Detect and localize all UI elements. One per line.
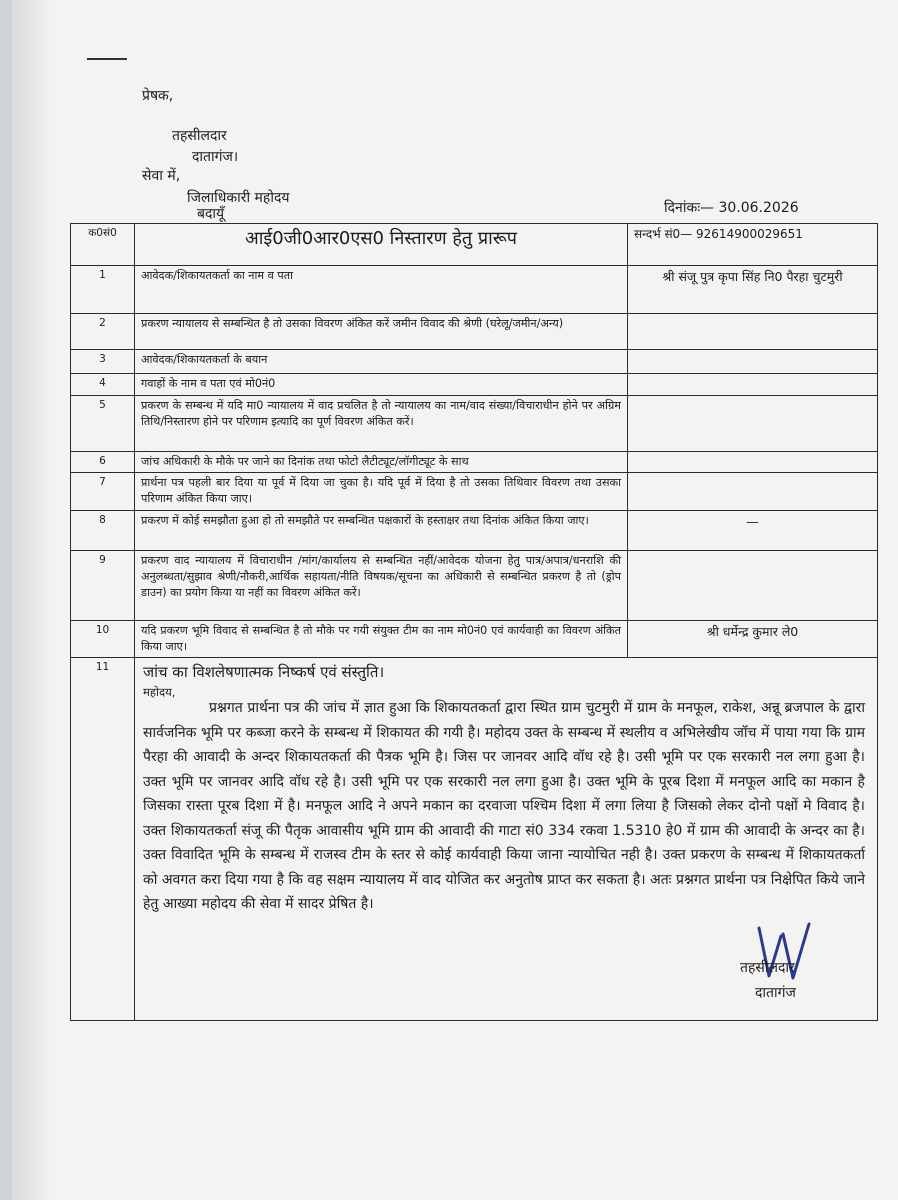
table-row	[71, 350, 878, 374]
row-number: 5	[71, 396, 135, 452]
table-row	[71, 374, 878, 396]
row-number: 4	[71, 374, 135, 396]
row-description: जांच अधिकारी के मौके पर जाने का दिनांक तथा फोटो लैटीट्यूट/लॉगीट्यूट के साथ	[135, 452, 628, 473]
row-number: 8	[71, 510, 135, 550]
row-description: प्रार्थना पत्र पहली बार दिया या पूर्व में दिया जा चुका है। यदि पूर्व में दिया है तो उसका तिथिवार विवरण तथा उसका परिणाम अंकित किया जाए।	[135, 473, 628, 510]
row-description: आवेदक/शिकायतकर्ता के बयान	[135, 350, 628, 374]
table-row	[71, 396, 878, 452]
row-description: प्रकरण के सम्बन्ध में यदि मा0 न्यायालय में वाद प्रचलित है तो न्यायालय का नाम/वाद संख्या/विचाराधीन होने पर अग्रिम तिथि/निस्तारण होने पर परिणाम इत्यादि का पूर्ण विवरण अंकित करें।	[135, 396, 628, 452]
top-dash-mark	[87, 58, 127, 60]
table-row	[71, 550, 878, 620]
reference-number: 92614900029651	[696, 227, 803, 241]
row-number: 6	[71, 452, 135, 473]
row-number: 2	[71, 314, 135, 350]
row-value	[628, 452, 878, 473]
row-description: प्रकरण में कोई समझौता हुआ हो तो समझौते पर सम्बन्धित पक्षकारों के हस्ताक्षर तथा दिनांक अंकित किया जाए।	[135, 510, 628, 550]
table-row	[71, 314, 878, 350]
conclusion-cell	[135, 658, 878, 1021]
row-number: 1	[71, 266, 135, 314]
date-label: दिनांकः—	[664, 200, 715, 216]
row-number: 7	[71, 473, 135, 510]
recipient-place: बदायूँ	[197, 206, 225, 222]
row-value	[628, 473, 878, 510]
form-title: आई0जी0आर0एस0 निस्तारण हेतु प्रारूप	[135, 224, 628, 266]
date-line	[664, 198, 799, 217]
row-description: आवेदक/शिकायतकर्ता का नाम व पता	[135, 266, 628, 314]
row-number: 11	[71, 658, 135, 1021]
igrs-form-table	[70, 223, 878, 1021]
row-value	[628, 374, 878, 396]
recipient-title: जिलाधिकारी महोदय	[187, 190, 290, 206]
sno-header: क0सं0	[71, 224, 135, 266]
salutation: महोदय,	[143, 685, 176, 700]
reference-cell	[628, 224, 878, 266]
page-shadow	[12, 0, 52, 1200]
table-row	[71, 510, 878, 550]
row-value	[628, 350, 878, 374]
row-description: गवाहों के नाम व पता एवं मो0नं0	[135, 374, 628, 396]
conclusion-row	[71, 658, 878, 1021]
row-value: —	[628, 510, 878, 550]
row-value: श्री धर्मेन्द्र कुमार ले0	[628, 620, 878, 657]
conclusion-body	[143, 696, 865, 917]
row-value	[628, 550, 878, 620]
table-row	[71, 452, 878, 473]
signatory-title: तहसीलदार	[740, 960, 795, 977]
date-value: 30.06.2026	[718, 200, 799, 216]
conclusion-heading: जांच का विशलेषणात्मक निष्कर्ष एवं संस्तुति।	[143, 663, 385, 682]
row-number: 9	[71, 550, 135, 620]
sender-place: दातागंज।	[192, 149, 239, 165]
row-value: श्री संजू पुत्र कृपा सिंह नि0 पैरहा चुटमुरी	[628, 266, 878, 314]
sender-label: प्रेषक,	[142, 88, 174, 104]
row-number: 3	[71, 350, 135, 374]
table-row	[71, 473, 878, 510]
sender-title: तहसीलदार	[172, 128, 227, 144]
conclusion-text: प्रश्नगत प्रार्थना पत्र की जांच में ज्ञात हुआ कि शिकायतकर्ता द्वारा स्थित ग्राम चुटमुरी में ग्राम के मनफूल, राकेश, अन्नू ब्रजपाल के द्वारा सार्वजनिक भूमि पर कब्जा करने के सम्बन्ध में शिकायत की गयी है। महोदय उक्त के सम्बन्ध में स्थलीय व अभिलेखीय जॉच में पाया गया कि ग्राम पैरहा की आवादी के अन्दर शिकायतकर्ता की पैत्रक भूमि है। जिस पर जानवर आदि वॉध रहे है। उसी भूमि पर एक सरकारी नल लगा हुआ है। उक्त भूमि पर जानवर आदि वॉध रहे है। उसी भूमि पर एक सरकारी नल लगा हुआ है। उक्त भूमि के पूरब दिशा में मनफूल आदि का मकान है जिसका रास्ता पूरब दिशा में है। मनफूल आदि ने अपने मकान का दरवाजा पश्चिम दिशा में लगा लिया है जिसको लेकर दोनो पक्षों मे विवाद है। उक्त शिकायतकर्ता संजू की पैतृक आवासीय भूमि ग्राम की आवादी की गाटा सं0 334 रकवा 1.5310 हे0 में ग्राम की आवादी के अन्दर का है। उक्त विवादित भूमि के सम्बन्ध में राजस्व टीम के स्तर से कोई कार्यवाही किया जाना न्यायोचित नही है। उक्त प्रकरण के सम्बन्ध में शिकायतकर्ता को अवगत करा दिया गया है कि वह सक्षम न्यायालय में वाद योजित कर अनुतोष प्राप्त कर सकता है। अतः प्रश्नगत प्रार्थना पत्र निक्षेपित किये जाने हेतु आख्या महोदय की सेवा में सादर प्रेषित है।	[143, 700, 865, 913]
row-value	[628, 314, 878, 350]
row-value	[628, 396, 878, 452]
row-description: प्रकरण वाद न्यायालय में विचाराधीन /मांग/कार्यालय से सम्बन्धित नहीं/आवेदक योजना हेतु पात्र/अपात्र/धनराशि की अनुलब्धता/सुझाव श्रेणी/नौकरी,आर्थिक सहायता/नीति विषयक/सूचना का अधिकारी से सम्बन्धित प्रकरण है तो (ड्रोप डाउन) का प्रयोग किया या नहीं का विवरण अंकित करें।	[135, 550, 628, 620]
signatory-place: दातागंज	[755, 985, 796, 1002]
table-row	[71, 620, 878, 657]
reference-label: सन्दर्भ सं0—	[634, 227, 693, 241]
row-description: यदि प्रकरण भूमि विवाद से सम्बन्धित है तो मौके पर गयी संयुक्त टीम का नाम मो0नं0 एवं कार्यवाही का विवरण अंकित किया जाए।	[135, 620, 628, 657]
to-label: सेवा में,	[142, 168, 181, 184]
form-header-row	[71, 224, 878, 266]
table-row	[71, 266, 878, 314]
row-number: 10	[71, 620, 135, 657]
row-description: प्रकरण न्यायालय से सम्बन्धित है तो उसका विवरण अंकित करें जमीन विवाद की श्रेणी (घरेलू/जमीन/अन्य)	[135, 314, 628, 350]
